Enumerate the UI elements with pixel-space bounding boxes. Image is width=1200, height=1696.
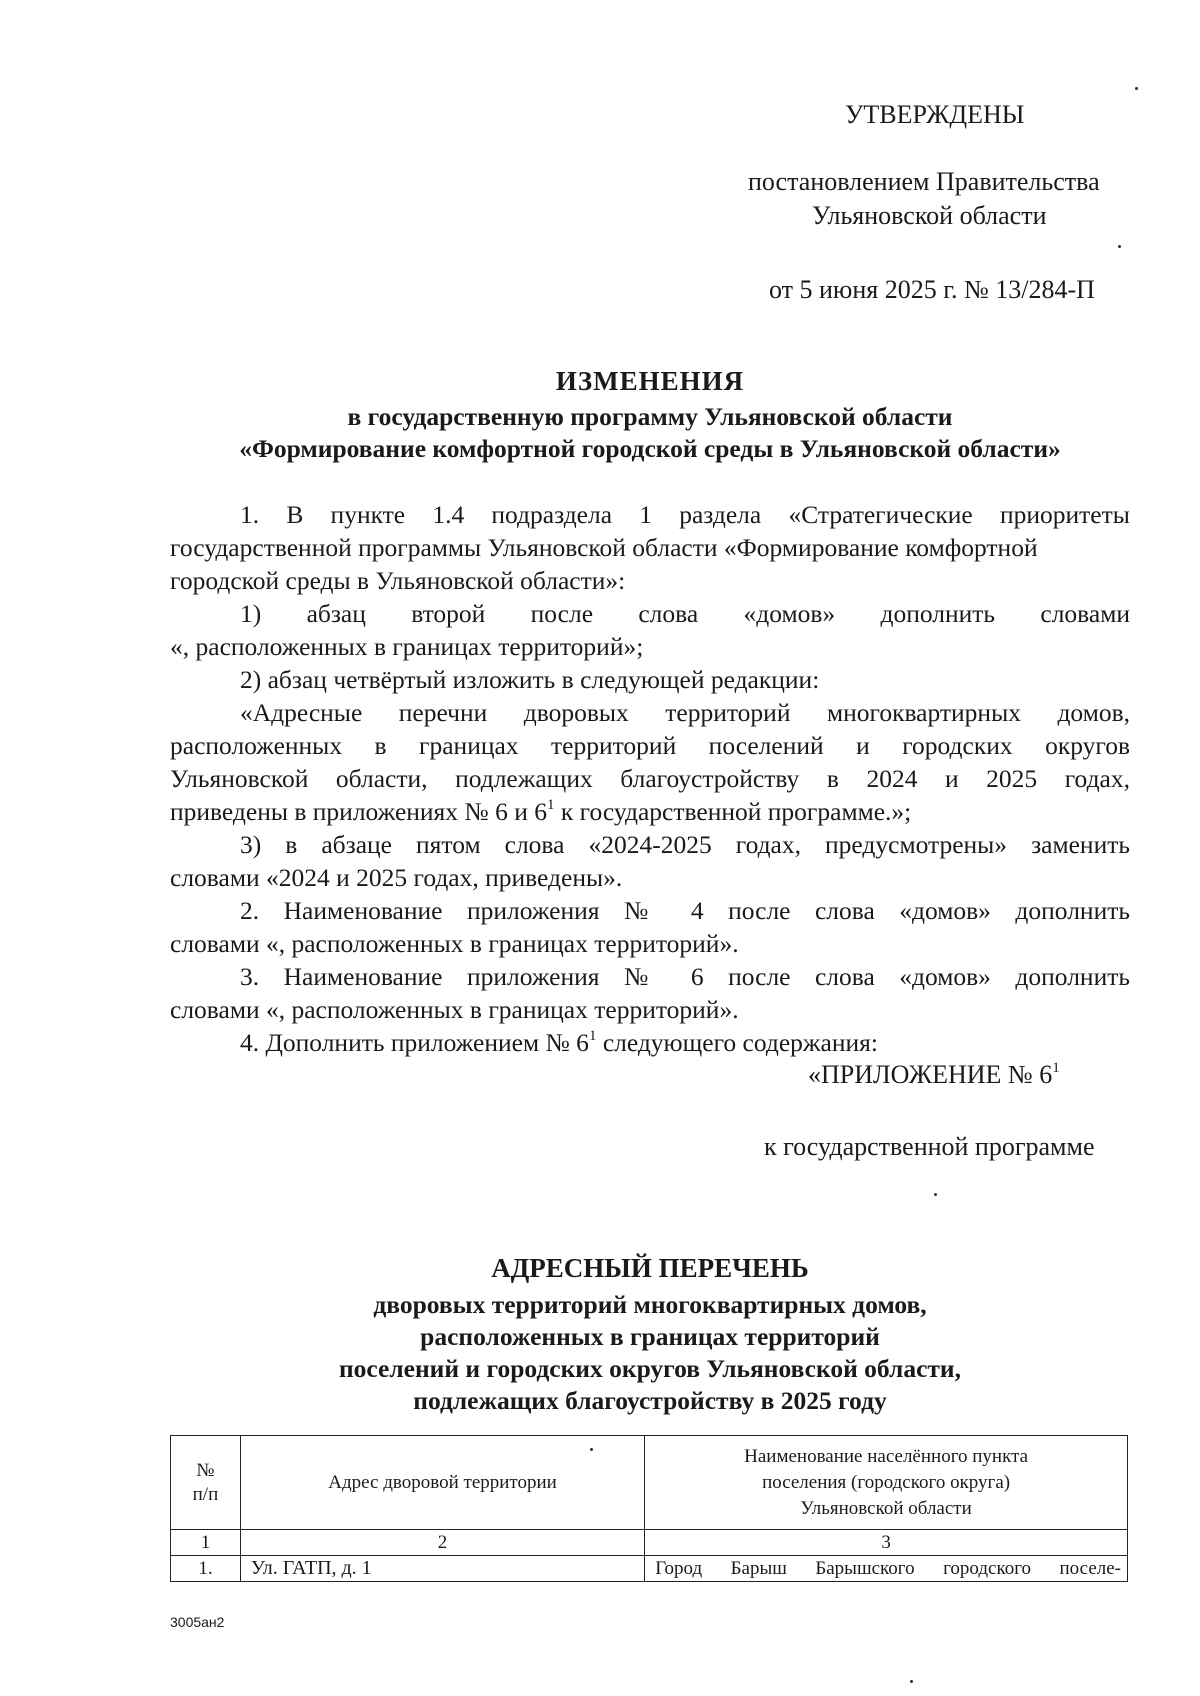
scan-speck <box>1118 245 1121 248</box>
changes-title: ИЗМЕНЕНИЯ <box>555 366 745 396</box>
scan-speck <box>934 1193 937 1196</box>
list-subtitle-3: поселений и городских округов Ульяновской области, <box>338 1354 962 1383</box>
row-settlement: Город Барыш Барышского городского поселе- <box>645 1556 1128 1582</box>
col-address-header: Адрес дворовой территории <box>240 1436 644 1530</box>
table-number-row <box>171 1530 1128 1556</box>
para1-line3: городской среды в Ульяновской области»: <box>170 566 626 595</box>
table-header-row <box>171 1436 1128 1530</box>
scan-speck <box>590 1448 593 1451</box>
para1-line1: 1. В пункте 1.4 подраздела 1 раздела «Стратегические приоритеты <box>240 500 1130 529</box>
para1-item1-line2: «, расположенных в границах территорий»; <box>170 632 644 661</box>
table-row <box>171 1556 1128 1582</box>
para4: 4. Дополнить приложением № $6^1$ следующего содержания: <box>240 1028 878 1057</box>
list-title: АДРЕСНЫЙ ПЕРЕЧЕНЬ <box>491 1253 809 1283</box>
list-subtitle-2: расположенных в границах территорий <box>420 1322 880 1351</box>
col-number-header: № п/п <box>171 1436 241 1530</box>
approval-title: УТВЕРЖДЕНЫ <box>845 100 1025 129</box>
col-index-2: 2 <box>240 1530 644 1556</box>
para1-item3-line1: 3) в абзаце пятом слова «2024-2025 годах, предусмотрены» заменить <box>240 830 1130 859</box>
para3-line2: словами «, расположенных в границах территорий». <box>170 995 739 1024</box>
quote-line2: расположенных в границах территорий поселений и городских округов <box>170 731 1130 760</box>
document-code: 3005ан2 <box>170 1614 225 1630</box>
list-subtitle-4: подлежащих благоустройству в 2025 году <box>413 1386 887 1415</box>
approval-date-number: от 5 июня 2025 г. № 13/284-П <box>769 275 1095 304</box>
approval-line1: постановлением Правительства <box>748 167 1100 196</box>
quote-line1: «Адресные перечни дворовых территорий многоквартирных домов, <box>240 698 1130 727</box>
para2-line1: 2. Наименование приложения № 4 после слова «домов» дополнить <box>240 896 1130 925</box>
scan-speck <box>910 1680 913 1683</box>
col-index-3: 3 <box>645 1530 1128 1556</box>
col-settlement-header: Наименование населённого пункта поселения (городского округа) Ульяновской области <box>645 1436 1128 1530</box>
scan-speck <box>1135 87 1138 90</box>
appendix-sub: к государственной программе <box>764 1132 1095 1161</box>
changes-subtitle-2: «Формирование комфортной городской среды в Ульяновской области» <box>239 434 1061 463</box>
row-number: 1. <box>171 1556 241 1582</box>
approval-line2: Ульяновской области <box>812 201 1047 230</box>
para2-line2: словами «, расположенных в границах территорий». <box>170 929 739 958</box>
changes-subtitle-1: в государственную программу Ульяновской области <box>347 402 953 431</box>
appendix-label: «ПРИЛОЖЕНИЕ № $6^1$ <box>808 1060 1060 1089</box>
quote-line3: Ульяновской области, подлежащих благоустройству в 2024 и 2025 годах, <box>170 764 1130 793</box>
address-table <box>170 1435 1128 1582</box>
para3-line1: 3. Наименование приложения № 6 после слова «домов» дополнить <box>240 962 1130 991</box>
para1-item2: 2) абзац четвёртый изложить в следующей редакции: <box>240 665 820 694</box>
para1-item1-line1: 1) абзац второй после слова «домов» дополнить словами <box>240 599 1130 628</box>
quote-line4: приведены в приложениях № 6 и $6^1$ к государственной программе.»; <box>170 797 912 826</box>
list-subtitle-1: дворовых территорий многоквартирных домов, <box>373 1290 927 1319</box>
col-index-1: 1 <box>171 1530 241 1556</box>
para1-line2: государственной программы Ульяновской области «Формирование комфортной <box>170 533 1038 562</box>
row-address: Ул. ГАТП, д. 1 <box>240 1556 644 1582</box>
para1-item3-line2: словами «2024 и 2025 годах, приведены». <box>170 863 623 892</box>
